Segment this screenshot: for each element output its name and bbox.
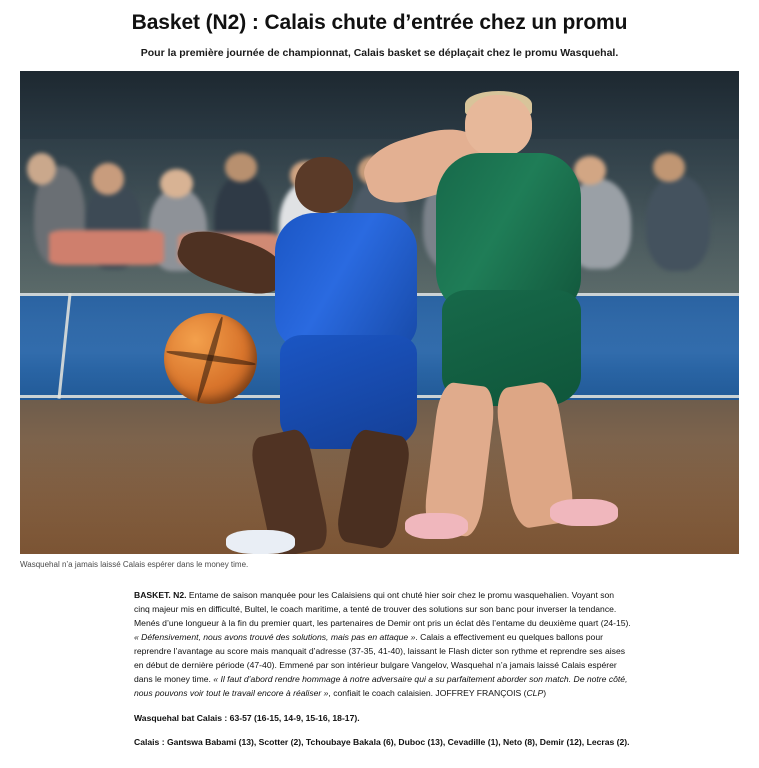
photo-caption: Wasquehal n’a jamais laissé Calais espérer dans le money time. xyxy=(20,560,249,570)
page-title: Basket (N2) : Calais chute d’entrée chez un promu xyxy=(131,11,628,34)
article-quote-one: « Défensivement, nous avons trouvé des solutions, mais pas en attaque » xyxy=(134,631,416,642)
article-lead-label: BASKET. N2. xyxy=(134,590,187,601)
article-photo xyxy=(20,71,739,554)
article-byline-suffix: CLP xyxy=(526,687,544,698)
article-paragraph-main xyxy=(134,589,632,700)
article-quote-two: « Il faut d’abord rendre hommage à notre adversaire qui a su parfaitement aborder son match. De notre côté, nous pouvons voir tout le travail encore à réaliser » xyxy=(134,673,628,698)
article-text-d: ) xyxy=(543,687,547,698)
article-body xyxy=(134,589,632,750)
article-text-c: , confiait le coach calaisien. JOFFREY FRANÇOIS ( xyxy=(328,687,527,698)
photo-player-blue xyxy=(221,148,465,554)
article-standfirst: Pour la première journée de championnat, Calais basket se déplaçait chez le promu Wasquehal. xyxy=(140,47,619,60)
article-text-b: . Calais a effectivement eu quelques ballons pour reprendre l’avantage au score mais manquait d’adresse (37-35, 41-40), laissant le Flash dicter son rythme et reprendre ses aises en début de dernière période (47-40). Emmené par son intérieur bulgare Vangelov, Wasquehal n’a jamais laissé Calais espérer dans le money time. xyxy=(134,631,626,684)
article-result-line: Wasquehal bat Calais : 63-57 (16-15, 14-9, 15-16, 18-17). xyxy=(134,712,360,723)
photo-basketball xyxy=(164,313,257,405)
article-roster-line: Calais : Gantswa Babami (13), Scotter (2), Tchoubaye Bakala (6), Duboc (13), Cevadille (1), Neto (8), Demir (12), Lecras (2). xyxy=(134,737,630,748)
article-text-a: Entame de saison manquée pour les Calaisiens qui ont chuté hier soir chez le promu wasquehalien. Voyant son cinq majeur mis en difficulté, Bultel, le coach maritime, a tenté de trouver des solutions sur son banc pour inverser la tendance. Menés d’une longueur à la fin du premier quart, les partenaires de Demir ont pris un éclat dès l’entame du deuxième quart (24-15). xyxy=(134,590,631,629)
article-figure xyxy=(20,71,739,569)
